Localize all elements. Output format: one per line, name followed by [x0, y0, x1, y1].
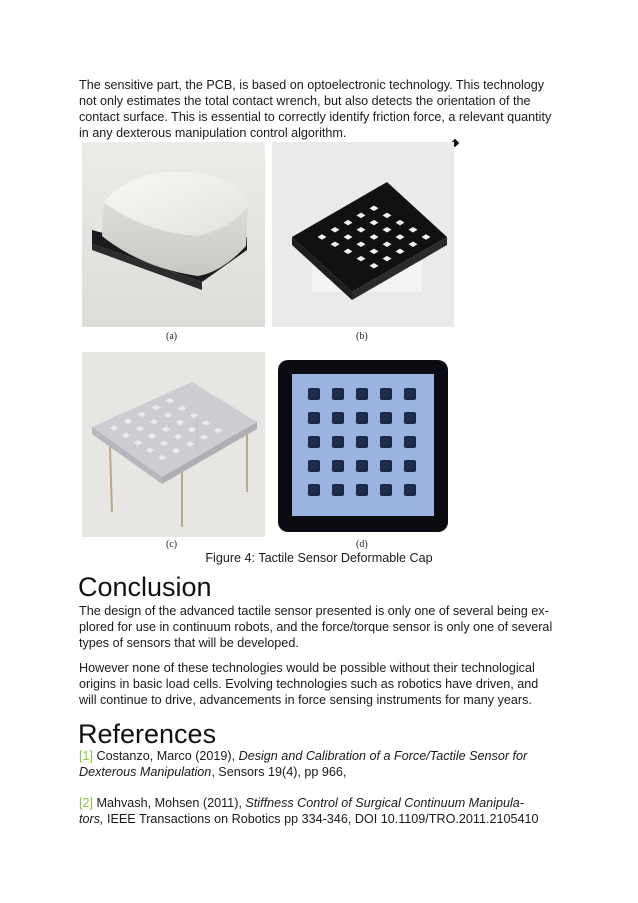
reference-title: Design and Calibration of a Force/Tactile Sensor for [238, 749, 528, 763]
figure-panel-c [82, 352, 265, 537]
figure-label-b: (b) [356, 331, 368, 342]
figure-panel-b [272, 142, 454, 327]
intro-line: not only estimates the total contact wrench, but also detects the orientation of the [79, 94, 531, 108]
intro-line: in any dexterous manipulation control algorithm. [79, 126, 347, 140]
references-heading: References [78, 719, 217, 749]
reference-authors: Mahvash, Mohsen (2011), [93, 796, 246, 810]
reference-title: Stiffness Control of Surgical Continuum Manipula- [245, 796, 524, 810]
reference-item [79, 795, 579, 827]
conclusion-line: plored for use in continuum robots, and the force/torque sensor is only one of several [79, 620, 553, 634]
reference-title-cont: tors, [79, 812, 104, 826]
figure-label-a: (a) [166, 331, 178, 342]
conclusion-line: The design of the advanced tactile sensor presented is only one of several being ex- [79, 604, 549, 618]
figure-label-d: (d) [356, 539, 368, 550]
reference-authors: Costanzo, Marco (2019), [93, 749, 239, 763]
conclusion-heading: Conclusion [78, 572, 212, 602]
conclusion-paragraph-1 [79, 603, 569, 651]
reference-item [79, 748, 579, 780]
conclusion-line: will continue to drive, advancements in force sensing instruments for many years. [79, 693, 532, 707]
sensor-blue-grid-photo-d [272, 352, 454, 537]
reference-source: IEEE Transactions on Robotics pp 334-346, DOI 10.1109/TRO.2011.2105410 [103, 812, 539, 826]
reference-source: , Sensors 19(4), pp 966, [211, 765, 347, 779]
conclusion-line: However none of these technologies would be possible without their technological [79, 661, 535, 675]
reference-title-cont: Dexterous Manipulation [79, 765, 212, 779]
conclusion-line: origins in basic load cells. Evolving technologies such as robotics have driven, and [79, 677, 539, 691]
figure-sensor-caps [82, 142, 454, 550]
reference-number[interactable]: [1] [79, 749, 94, 763]
conclusion-line: types of sensors that will be developed. [79, 636, 299, 650]
sensor-grid-photo-b [272, 142, 454, 327]
conclusion-paragraph-2 [79, 660, 569, 708]
intro-line: The sensitive part, the PCB, is based on optoelectronic technology. This technology [79, 78, 545, 92]
sensor-frame-photo-c [82, 352, 265, 537]
figure-panel-a [82, 142, 265, 327]
intro-paragraph [79, 77, 569, 141]
figure-label-c: (c) [166, 539, 178, 550]
intro-line: contact surface. This is essential to correctly identify friction force, a relevant quantity [79, 110, 552, 124]
reference-number[interactable]: [2] [79, 796, 94, 810]
figure-panel-d [272, 352, 454, 537]
figure-caption: Figure 4: Tactile Sensor Deformable Cap [205, 551, 433, 565]
sensor-cap-photo-a [82, 142, 265, 327]
